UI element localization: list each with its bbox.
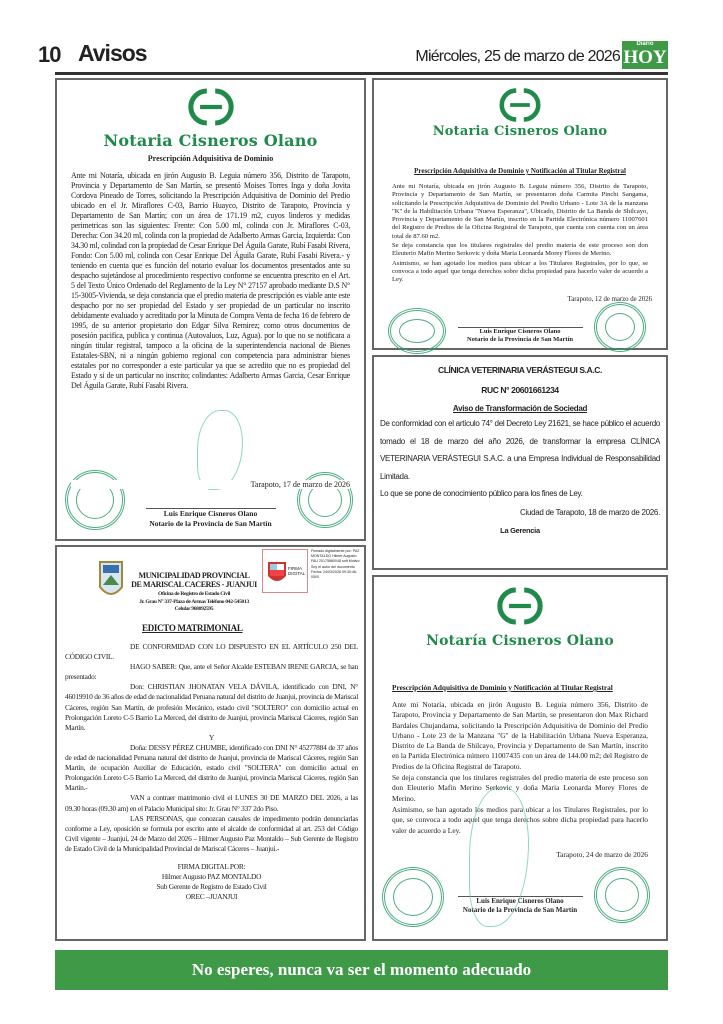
signature-scribble <box>197 410 243 490</box>
sign-line: FIRMA DIGITAL POR: <box>177 861 246 871</box>
notary-seal-icon <box>65 470 125 530</box>
signer-title: Notario de la Provincia de San Martín <box>466 336 574 344</box>
notary-seal-icon <box>382 867 444 927</box>
notice-edicto-matrimonial <box>55 545 366 941</box>
section-title: Avisos <box>78 40 147 66</box>
notice-prescripcion-2 <box>372 78 668 350</box>
signer: La Gerencia <box>500 526 540 535</box>
edict-title: EDICTO MATRIMONIAL <box>142 623 243 633</box>
signer-name: Luis Enrique Cisneros Olano <box>163 509 258 518</box>
notary-title: Notaria Cisneros Olano <box>103 131 318 150</box>
edict-paragraph: VAN a contraer matrimonio civil el LUNES 30 DE MARZO DEL 2026, a las 09.30 horas (09.30 am) en el Palacio Municipal sito: Jr. Grau N° 337 2do Piso. <box>65 793 358 813</box>
notice-subtitle: Prescripción Adquisitiva de Dominio <box>147 154 274 163</box>
notice-prescripcion-3 <box>372 575 668 941</box>
notice-body: Ante mi Notaría, ubicada en jirón Augusto B. Leguia número 356, Distrito de Tarapoto, Provincia y Departamento de San Martín, se presentó Moises Torres Inga y doña Jovita Cordova Pineado de Torres, solicitando la Prescripción Adquisitiva de Dominio del Predio ubicado en el Jr. Miraflores C-03, Barrio Huayco, Distrito de Tarapoto, Provincia y Departamento de San Martín; con un área de 171.19 m2, cuyos linderos y medidas perimetricas son las siguientes: Frente: Con 5.00 ml, colinda con Jr. Miraflores C-03, Derecha: Con 34.20 ml, colinda con la propiedad de Adalberto Armas Garcia, Izquierda: Con 34.30 ml, colindad con la propiedad de Cesar Enrique Del Águila Garate, Rubí Fasabi Rivera, Fondo: Con 5.00 ml, colinda con Cesar Enrique Del Águila Garate, Rubí Fasabi Rivera.- y teniendo en cuenta que es función del notario evaluar los documentos presentados ante su despacho sujetándose al procedimiento respectivo conforme se encuentra prescrito en el Art. 5 del Texto Único Ordenado del Reglamento de la Ley N° 27157 aprobado mediante D.S N° 15-3005-Vivienda, se deja constancia que el predio materia de prescripción es viable ante este despacho por no ser propiedad del Estado y ser propiedad de un particular no inscrito debidamente evaluado y acreditado por la Minuta de Compra Venta de fecha 16 de febrero de 1995, de su anterior propietario don Edgar Silva Remirez; como otros documentos de posesión pacifica, publica y continua (Autovaluos, Luz, Agua). por lo que no se notificara a ningún titular registral, tampoco a la oficina de la superintendencia nacional de Bienes Estatales-SBN, ni a ningún gobierno regional con competencia para administrar bienes estatales por no corresponder a este particular ya que se acredito que no es propiedad del Estado y si de un particular no inscrito; colindantes: Adalberto Armas Garcia, Cesar Enrique Del Águila Garate, Rubí Fasabi Rivera. <box>71 171 350 390</box>
edict-paragraph: DE CONFORMIDAD CON LO DISPUESTO EN EL ARTÍCULO 250 DEL CÓDIGO CIVIL. <box>65 642 358 662</box>
notice-date: Tarapoto, 24 de marzo de 2026 <box>556 849 648 859</box>
sign-line: Sub Gerente de Registro de Estado Civil <box>156 881 267 891</box>
signer-title: Notario de la Provincia de San Martín <box>149 518 272 528</box>
page-number: 10 <box>38 42 61 67</box>
notice-subtitle: Prescripción Adquisitiva de Dominio y Notificación al Titular Registral <box>392 683 613 692</box>
notary-seal-icon <box>594 302 646 352</box>
notice-prescripcion-1 <box>55 78 366 541</box>
notary-logo-icon <box>492 86 548 124</box>
signer-title: Notario de la Provincia de San Martín <box>462 906 578 915</box>
company-name: CLÍNICA VETERINARIA VERÁSTEGUI S.A.C. <box>437 365 603 375</box>
notice-date: Tarapoto, 17 de marzo de 2026 <box>71 480 350 489</box>
firma-digital-label: FIRMA DIGITAL <box>288 566 306 576</box>
notice-date: Ciudad de Tarapoto, 18 de marzo de 2026. <box>520 508 660 517</box>
notary-title: Notaria Cisneros Olano <box>432 124 608 139</box>
issue-date: Miércoles, 25 de marzo de 2026 <box>415 48 620 65</box>
edict-paragraph: Y <box>208 732 215 742</box>
digital-signature-stamp <box>262 549 308 593</box>
notary-title: Notaría Cisneros Olano <box>426 633 614 649</box>
logo-big-text: HOY <box>623 47 667 68</box>
company-ruc: RUC N° 20601661234 <box>481 385 559 395</box>
digital-signature-details: Firmado digitalmente por: PAZ MONTALDO Hilmer Augusto FAU 20175880048 soft Motivo: Soy el autor del documento Fecha: 24/03/2026 09:30:46-0500 <box>311 549 361 580</box>
notice-body: De conformidad con el artículo 74° del Decreto Ley 21621, se hace público el acuerdo tomado el 18 de marzo del año 2026, de transformar la empresa CLÍNICA VETERINARIA VERÁSTEGUI S.A.C. a una Empresa Individual de Responsabilidad Limitada. <box>380 419 660 481</box>
municipality-name <box>129 571 259 589</box>
notice-paragraph: Se deja constancia que los titulares registrales del predio materia de este proceso son don Eleuterio Mafin Merino Serkovic y doña Maria Leonarda Morey Flores de Merino. <box>392 773 648 803</box>
notary-seal-icon <box>388 308 446 354</box>
signer-name: Luis Enrique Cisneros Olano <box>476 897 564 906</box>
notice-paragraph: Ante mi Notaría, ubicada en jirón Augusto B. Leguia número 356, Distrito de Tarapoto, Provincia y Departamento de San Martín, se presentaron don Max Richard Bardales Chujandama, solicitando la Prescripción Adquisitiva de Dominio del Predio Urbano - Lote 23 de la Manzana "G" de la Habilitación Urbana Nueva Esperanza, Distrito de La Banda de Shilcayo, Provincia y Departamento de San Martín, inscrito en la Partida Electrónica número 11007435 con un área de 144.00 m2; del Registro de Predios de la Oficina Registral de Tarapoto. <box>392 700 648 771</box>
footer-slogan-banner: No esperes, nunca va ser el momento adecuado <box>55 950 668 990</box>
edict-signature <box>65 862 358 902</box>
logo-small-text: Diario <box>636 41 654 47</box>
office-name: Oficina de Registro de Estado Civil <box>157 591 231 597</box>
notice-transformacion <box>372 355 668 570</box>
org-line-1: MUNICIPALIDAD PROVINCIAL <box>138 571 250 580</box>
municipal-coat-of-arms-icon <box>97 557 125 603</box>
office-address: Jr. Grau N° 337-Plaza de Armas Teléfono 042-545013 <box>139 598 249 605</box>
edict-paragraph: Don: CHRISTIAN JHONATAN VELA DÁVILA, identificado con DNI, N° 46019910 de 36 años de edad de nacionalidad Peruana natural del distrito de Juanjui, provincia de Mariscal Cáceres, región San Martín, de profesión Mecánico, estado civil "SOLTERO" con domicilio actual en Prolongación Loreto C-5 Barrio La Merced, del distrito de Juanjui, provincia Mariscal Cáceres, región San Martín. <box>65 682 358 732</box>
header-rule <box>55 72 668 75</box>
notary-logo-icon <box>180 86 242 128</box>
notary-seal-icon <box>594 867 650 923</box>
notice-paragraph: Se deja constancia que los titulares registrales del predio materia de este proceso son don Eleuterio Mafin Merino Serkovic y doña Maria Leonarda Morey Flores de Merino. <box>392 242 648 258</box>
notice-body-2: Lo que se pone de conocimiento público para los fines de Ley. <box>380 489 583 498</box>
peru-coat-of-arms-icon <box>266 556 288 586</box>
sign-line: Hilmer Augusto PAZ MONTALDO <box>161 871 262 881</box>
notice-paragraph: Asimismo, se han agotado los medios para ubicar a los Titulares Registrales, por lo que, se convoca a todo aquel que tenga derechos sobre dicha propiedad para hacerlo valer de acuerdo a Ley. <box>392 804 648 835</box>
notice-subtitle: Prescripción Adquisitiva de Dominio y Notificación al Titular Registral <box>414 167 626 175</box>
notice-date: Tarapoto, 12 de marzo de 2026 <box>567 295 652 303</box>
office-phone: Celular 968092595 <box>174 606 214 612</box>
notice-subtitle: Aviso de Transformación de Sociedad <box>452 404 588 413</box>
signer-name: Luis Enrique Cisneros Olano <box>479 328 561 336</box>
notice-paragraph: Ante mi Notaría, ubicada en jirón Augusto B. Leguia número 356, Distrito de Tarapoto, Provincia y Departamento de San Martín, se presentaron doña Carmita Pinchi Sangama, solicitando la Prescripción Adquisitiva de Dominio del Predio Urbano - Lote 3A de la manzana "K" de la Habilitación Urbana "Nueva Esperanza", Ubicado, Distrito de La Banda de Shilcayo, Provincia y Departamento de San Martín, inscrito en la Partida Electrónica número 11007601 del Registro de Predios de la Oficina Registral de Tarapoto, que cuenta con cuenta con un área total de 87.60 m2. <box>392 183 648 240</box>
diario-hoy-logo <box>622 41 668 69</box>
edict-paragraph: HAGO SABER: Que, ante el Señor Alcalde ESTEBAN IRENE GARCIA, se han presentado: <box>65 662 358 682</box>
notary-logo-icon <box>490 585 550 627</box>
signature-block <box>137 508 284 528</box>
notice-paragraph: Asimismo, se han agotado los medios para ubicar a los Titulares Registrales, por lo que, se convoca a todo aquel que tenga derechos sobre dicha propiedad para hacerlo valer de acuerdo a Ley. <box>392 259 648 284</box>
org-line-2: DE MARISCAL CACERES - JUANJUI <box>131 580 257 589</box>
edict-paragraph: LAS PERSONAS, que conozcan causales de impedimento podrán denunciarlas conforme a Ley, oposición se formula por escrito ante el alcalde de conformidad al art. 253 del Código Civil vigente – Juanjui, 24 de Marzo del 2026 – Hilmer Augusto Paz Montaldo – Sub Gerente de Registro de Estado Civil de la Municipalidad Provincial de Mariscal Cáceres – Juanjui.- <box>65 813 358 853</box>
sign-line: OREC –JUANJUI <box>185 891 238 901</box>
edict-paragraph: Doña: DESSY PÉREZ CHUMBE, identificado con DNI N° 45277884 de 37 años de edad de nacionalidad Peruana natural del distrito de Juanjui, provincia de Mariscal Cáceres, región San Martín, de ocupación Auxiliar de Educación, estado civil "SOLTERA" con domicilio actual en Prolongación Loreto C-5 Barrio La Merced, del distrito de Juanjui, provincia Mariscal Cáceres, región San Martín.- <box>65 742 358 793</box>
